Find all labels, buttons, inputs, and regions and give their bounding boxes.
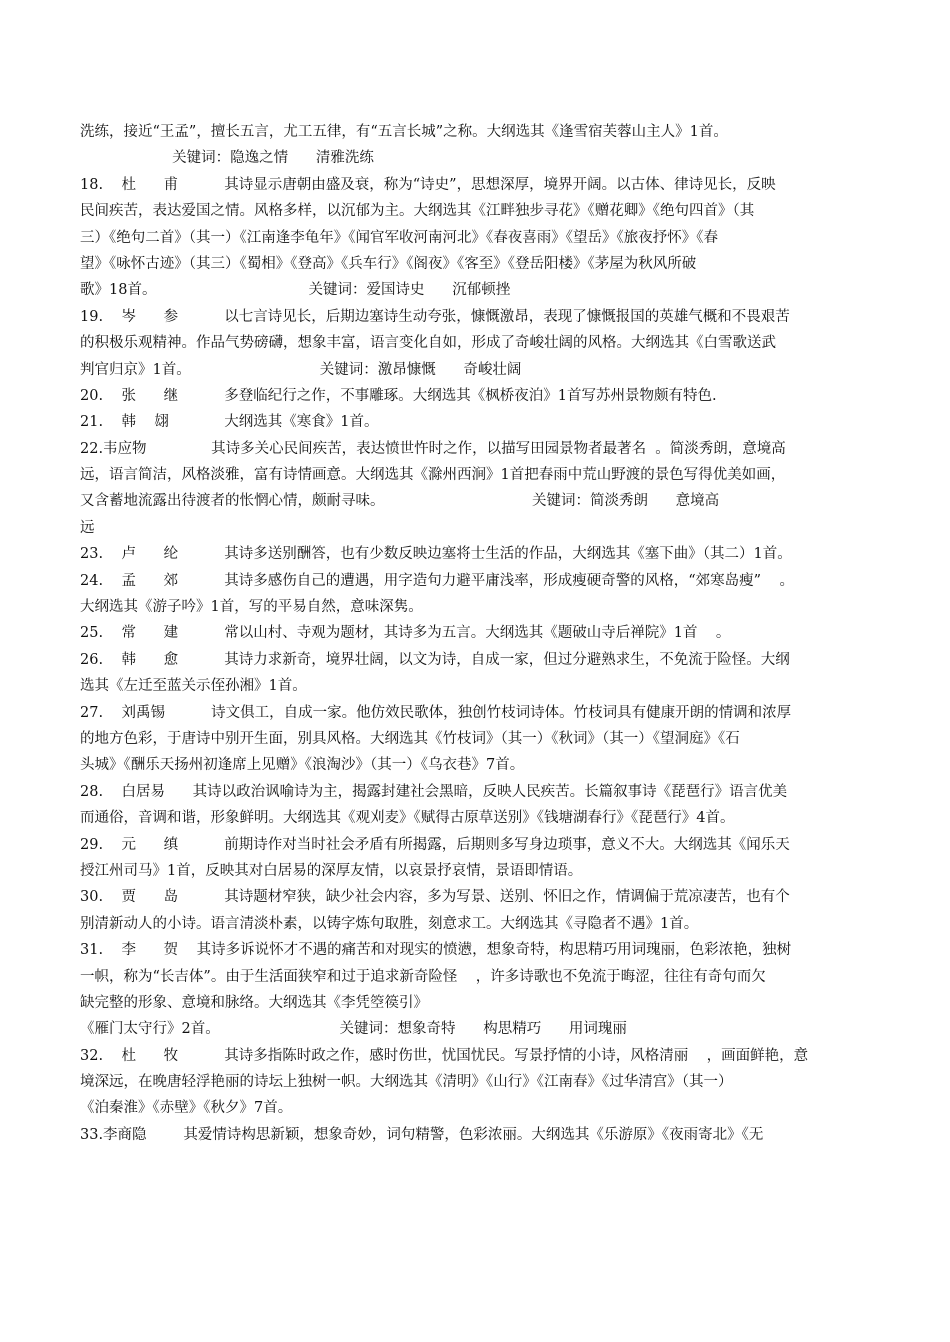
text-line: 31. 李 贺 其诗多诉说怀才不遇的痛苦和对现实的愤懑，想象奇特，构思精巧用词瑰丽，色彩浓艳，独树 <box>80 942 792 959</box>
text-line: 25. 常 建 常以山村、寺观为题材，其诗多为五言。大纲选其《题破山寺后禅院》1首 。 <box>80 625 731 642</box>
text-line: 授江州司马》1首，反映其对白居易的深厚友情，以哀景抒哀情，景语即情语。 <box>80 862 583 879</box>
text-line: 《雁门太守行》2首。 关键词：想象奇特 构思精巧 用词瑰丽 <box>80 1021 627 1038</box>
text-line: 望》《咏怀古迹》（其三）《蜀相》《登高》《兵车行》《阁夜》《客至》《登岳阳楼》《茅屋为秋风所破 <box>80 255 697 272</box>
text-line: 关键词：隐逸之情 清雅洗练 <box>80 150 374 167</box>
text-line: 28. 白居易 其诗以政治讽喻诗为主，揭露封建社会黑暗，反映人民疾苦。长篇叙事诗《琵琶行》语言优美 <box>80 783 788 800</box>
text-line: 18. 杜 甫 其诗显示唐朝由盛及衰，称为“诗史”，思想深厚，境界开阔。以古体、律诗见长，反映 <box>80 176 776 193</box>
text-line: 选其《左迁至蓝关示侄孙湘》1首。 <box>80 678 307 695</box>
text-line: 32. 杜 牧 其诗多指陈时政之作，感时伤世，忧国忧民。写景抒情的小诗，风格清丽 ，画面鲜艳，意 <box>80 1047 809 1064</box>
text-line: 三）《绝句二首》（其一）《江南逢李龟年》《闻官军收河南河北》《春夜喜雨》《望岳》《旅夜抒怀》《春 <box>80 229 718 246</box>
text-line: 29. 元 缜 前期诗作对当时社会矛盾有所揭露，后期则多写身边琐事，意义不大。大纲选其《闻乐天 <box>80 836 790 853</box>
text-line: 洗练，接近“王孟”，擅长五言，尤工五律，有“五言长城”之称。大纲选其《逢雪宿芙蓉山主人》1首。 <box>80 124 728 140</box>
text-line: 远 <box>80 519 95 536</box>
text-line: 大纲选其《游子吟》1首，写的平易自然，意味深隽。 <box>80 599 423 616</box>
text-line: 20. 张 继 多登临纪行之作，不事雕琢。大纲选其《枫桥夜泊》1首写苏州景物颇有特色. <box>80 387 717 404</box>
text-line: 缺完整的形象、意境和脉络。大纲选其《李凭箜篌引》 <box>80 994 428 1011</box>
text-line: 远，语言简洁，风格淡雅，富有诗情画意。大纲选其《滁州西涧》1首把春雨中荒山野渡的景色写得优美如画， <box>80 467 786 484</box>
text-line: 判官归京》1首。 关键词：激昂慷慨 奇峻壮阔 <box>80 361 522 378</box>
text-line: 27. 刘禹锡 诗文俱工，自成一家。他仿效民歌体，独创竹枝词诗体。竹枝词具有健康开朗的情调和浓厚 <box>80 704 792 721</box>
text-line: 33.李商隐 其爱情诗构思新颖，想象奇妙，词句精警，色彩浓丽。大纲选其《乐游原》《夜雨寄北》《无 <box>80 1126 764 1143</box>
text-line: 而通俗，音调和谐，形象鲜明。大纲选其《观刈麦》《赋得古原草送别》《钱塘湖春行》《琵琶行》4首。 <box>80 810 735 827</box>
text-line: 的地方色彩，于唐诗中别开生面，别具风格。大纲选其《竹枝词》（其一）《秋词》（其一）《望洞庭》《石 <box>80 730 740 747</box>
text-line: 别清新动人的小诗。语言清淡朴素，以铸字炼句取胜，刻意求工。大纲选其《寻隐者不遇》1首。 <box>80 915 699 932</box>
text-line: 又含蓄地流露出待渡者的怅惘心情，颇耐寻味。 关键词：简淡秀朗 意境高 <box>80 493 720 510</box>
text-line: 境深远，在晚唐轻浮艳丽的诗坛上独树一帜。大纲选其《清明》《山行》《江南春》《过华清宫》（其一） <box>80 1074 733 1091</box>
document-body <box>80 119 880 1148</box>
text-line: 《泊秦淮》《赤壁》《秋夕》7首。 <box>80 1100 293 1117</box>
text-line: 24. 孟 郊 其诗多感伤自己的遭遇，用字造句力避平庸浅率，形成瘦硬奇警的风格，“郊寒岛瘦” 。 <box>80 572 795 589</box>
text-line: 的积极乐观精神。作品气势磅礴，想象丰富，语言变化自如，形成了奇峻壮阔的风格。大纲选其《白雪歌送武 <box>80 335 776 352</box>
text-line: 23. 卢 纶 其诗多送别酬答，也有少数反映边塞将士生活的作品，大纲选其《塞下曲》（其二）1首。 <box>80 546 792 563</box>
text-line: 民间疾苦，表达爱国之情。风格多样，以沉郁为主。大纲选其《江畔独步寻花》《赠花卿》《绝句四首》（其 <box>80 203 755 220</box>
text-line: 22.韦应物 其诗多关心民间疾苦，表达愤世忤时之作，以描写田园景物者最著名 。简淡秀朗，意境高 <box>80 440 786 457</box>
text-line: 26. 韩 愈 其诗力求新奇，境界壮阔，以文为诗，自成一家，但过分避熟求生，不免流于险怪。大纲 <box>80 651 790 668</box>
text-line: 头城》《酬乐天扬州初逢席上见赠》《浪淘沙》（其一）《乌衣巷》7首。 <box>80 757 525 774</box>
text-line: 19. 岑 参 以七言诗见长，后期边塞诗生动夸张，慷慨激昂，表现了慷慨报国的英雄气概和不畏艰苦 <box>80 308 790 325</box>
text-line: 30. 贾 岛 其诗题材窄狭，缺少社会内容，多为写景、送别、怀旧之作，情调偏于荒凉凄苦，也有个 <box>80 889 790 906</box>
text-line: 歌》18首。 关键词：爱国诗史 沉郁顿挫 <box>80 282 511 299</box>
text-line: 21. 韩 翃 大纲选其《寒食》1首。 <box>80 414 379 431</box>
text-line: 一帜，称为“长吉体”。由于生活面狭窄和过于追求新奇险怪 ，许多诗歌也不免流于晦涩，往往有奇句而欠 <box>80 968 766 985</box>
